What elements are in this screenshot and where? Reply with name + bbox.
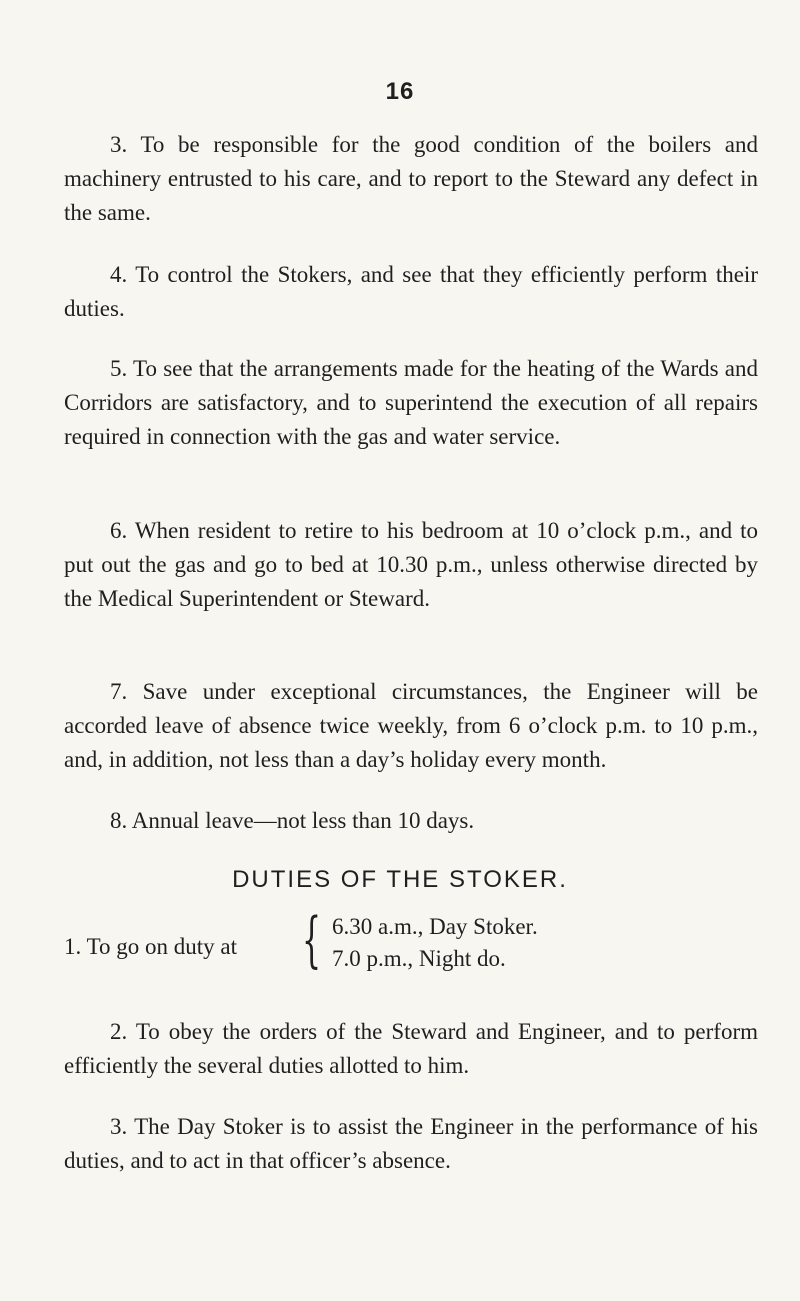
stoker-shift-day: 6.30 a.m., Day Stoker. [332,914,538,939]
engineer-duty-8: 8. Annual leave—not less than 10 days. [110,808,475,833]
page-number: 16 [385,78,415,105]
brace-glyph: { [302,905,322,975]
stoker-section-heading: DUTIES OF THE STOKER. [232,866,568,893]
stoker-shift-night: 7.0 p.m., Night do. [332,946,506,971]
stoker-duty-3: 3. The Day Stoker is to assist the Engineer in the performance of his duties, and to act in that officer’s absence. [64,1114,758,1173]
engineer-duty-7: 7. Save under exceptional circumstances, the Engineer will be accorded leave of absence twice weekly, from 6 o’clock p.m. to 10 p.m., and, in addition, not less than a day’s holiday every month. [64,679,758,772]
engineer-duty-6: 6. When resident to retire to his bedroom at 10 o’clock p.m., and to put out the gas and go to bed at 10.30 p.m., unless otherwise directed by the Medical Superintendent or Steward. [64,518,758,611]
engineer-duty-5: 5. To see that the arrangements made for the heating of the Wards and Corridors are satisfactory, and to superintend the execution of all repairs required in connection with the gas and water service. [64,356,758,449]
engineer-duty-3: 3. To be responsible for the good condition of the boilers and machinery entrusted to his care, and to report to the Steward any defect in the same. [64,132,758,225]
engineer-duty-4: 4. To control the Stokers, and see that they efficiently perform their duties. [64,262,758,321]
stoker-duty-2: 2. To obey the orders of the Steward and Engineer, and to perform efficiently the several duties allotted to him. [64,1019,758,1078]
stoker-duty-1-label: 1. To go on duty at [64,934,238,959]
